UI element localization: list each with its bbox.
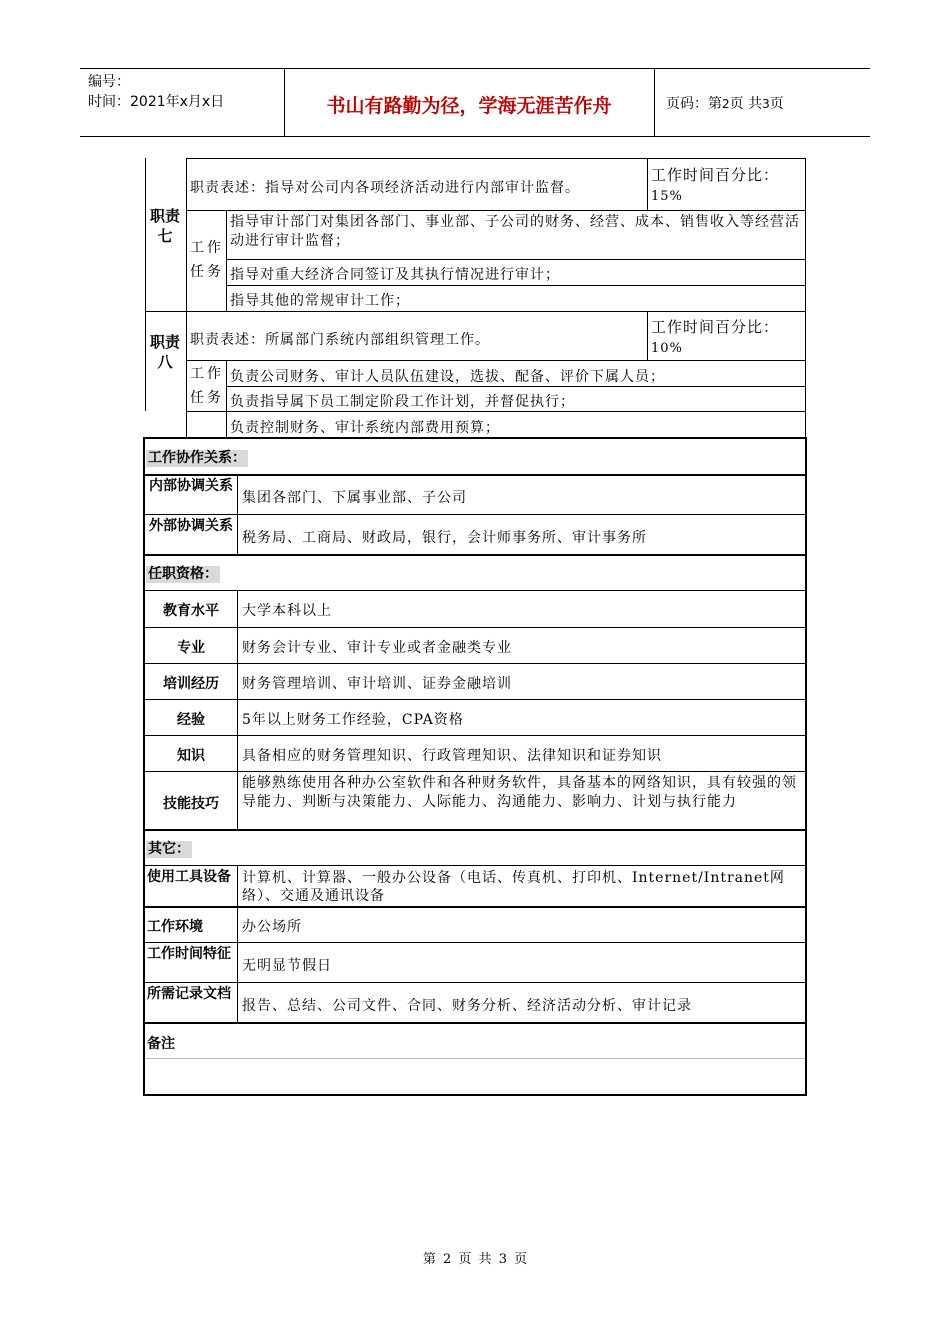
table-border	[805, 158, 806, 437]
duty7-time-pct-label: 工作时间百分比：	[651, 166, 780, 184]
qual-education-label: 教育水平	[163, 603, 219, 619]
table-border	[226, 386, 806, 387]
duty8-statement: 职责表述：所属部门系统内部组织管理工作。	[190, 332, 490, 348]
document-time-label: 时间：2021年x月x日	[88, 94, 225, 110]
table-border	[647, 158, 648, 210]
table-border	[143, 982, 807, 983]
table-border	[186, 158, 187, 437]
collab-external-label: 外部协调关系	[149, 518, 233, 534]
other-documents-label: 所需记录文档	[147, 986, 231, 1002]
other-tools-label: 使用工具设备	[147, 869, 231, 885]
other-worktime-label: 工作时间特征	[147, 946, 231, 962]
qual-major-label: 专业	[177, 640, 205, 656]
table-border	[805, 437, 807, 1096]
table-border	[143, 514, 807, 515]
table-border	[186, 360, 806, 361]
other-section-title: 其它：	[148, 841, 190, 857]
duty7-label: 职责七	[149, 207, 180, 245]
qual-skills-label: 技能技巧	[163, 796, 219, 812]
duty8-task-2: 负责指导属下员工制定阶段工作计划，并督促执行；	[230, 394, 575, 410]
table-border	[143, 699, 807, 700]
header-motto: 书山有路勤为径，学海无涯苦作舟	[326, 95, 612, 117]
qual-experience-label: 经验	[177, 712, 205, 728]
table-border	[143, 906, 807, 908]
table-border	[143, 829, 807, 831]
table-border	[143, 771, 807, 772]
duty8-time-pct-value: 10%	[651, 341, 683, 356]
qual-knowledge-label: 知识	[177, 748, 205, 764]
duty8-label: 职责八	[149, 333, 180, 371]
collab-internal-value: 集团各部门、下属事业部、子公司	[242, 490, 467, 506]
duty7-tasks-label: 工作任务	[190, 240, 224, 280]
table-border	[143, 590, 807, 591]
header-meta	[88, 72, 224, 112]
remarks-title: 备注	[147, 1036, 175, 1052]
other-worktime-value: 无明显节假日	[242, 958, 332, 974]
other-tools-value: 计算机、计算器、一般办公设备（电话、传真机、打印机、Internet/Intranet网络）、交通及通讯设备	[242, 870, 785, 904]
other-environment-label: 工作环境	[147, 919, 203, 935]
table-border	[143, 437, 807, 439]
table-border	[145, 1058, 805, 1059]
duty7-statement: 职责表述：指导对公司内各项经济活动进行内部审计监督。	[190, 180, 580, 196]
table-border	[145, 311, 806, 312]
table-border	[226, 360, 227, 437]
qual-skills-value: 能够熟练使用各种办公室软件和各种财务软件，具备基本的网络知识，具有较强的领导能力、判断与决策能力、人际能力、沟通能力、影响力、计划与执行能力	[242, 775, 797, 810]
table-border	[143, 663, 807, 664]
table-border	[145, 158, 146, 411]
other-environment-value: 办公场所	[242, 919, 302, 935]
table-border	[143, 942, 807, 943]
table-border	[143, 1022, 807, 1024]
table-border	[647, 311, 648, 360]
table-border	[226, 210, 227, 311]
table-border	[237, 866, 238, 1023]
header-divider	[654, 69, 655, 136]
collab-external-value: 税务局、工商局、财政局，银行，会计师事务所、审计事务所	[242, 530, 647, 546]
qual-training-label: 培训经历	[163, 676, 219, 692]
other-documents-value: 报告、总结、公司文件、合同、财务分析、经济活动分析、审计记录	[242, 998, 692, 1014]
duty7-task-3: 指导其他的常规审计工作；	[230, 293, 410, 309]
table-border	[226, 259, 806, 260]
duty7-task-2: 指导对重大经济合同签订及其执行情况进行审计；	[230, 267, 560, 283]
duty8-time-pct-label: 工作时间百分比：	[651, 318, 780, 336]
table-border	[143, 437, 145, 1096]
qual-experience-value: 5年以上财务工作经验，CPA资格	[242, 712, 464, 728]
table-border	[186, 158, 806, 159]
table-border	[143, 554, 807, 556]
page-header	[80, 68, 870, 137]
table-border	[143, 474, 807, 476]
qual-knowledge-value: 具备相应的财务管理知识、行政管理知识、法律知识和证券知识	[242, 748, 662, 764]
collab-section-title: 工作协作关系：	[148, 450, 246, 466]
qual-major-value: 财务会计专业、审计专业或者金融类专业	[242, 640, 512, 656]
duty8-task-3: 负责控制财务、审计系统内部费用预算；	[230, 420, 500, 436]
table-border	[143, 627, 807, 628]
header-page-indicator: 页码：第2页 共3页	[666, 96, 784, 112]
table-border	[143, 865, 807, 866]
duty8-tasks-label: 工作任务	[190, 366, 224, 406]
qual-education-value: 大学本科以上	[242, 603, 332, 619]
duty8-task-1: 负责公司财务、审计人员队伍建设，选拔、配备、评价下属人员；	[230, 369, 665, 385]
duty7-task-1: 指导审计部门对集团各部门、事业部、子公司的财务、经营、成本、销售收入等经营活动进行审计监督；	[230, 214, 800, 249]
document-number-label: 编号：	[88, 74, 130, 90]
collab-internal-label: 内部协调关系	[149, 478, 233, 494]
qual-training-value: 财务管理培训、审计培训、证券金融培训	[242, 676, 512, 692]
qual-section-title: 任职资格：	[148, 566, 218, 582]
table-border	[186, 411, 806, 412]
duty7-time-pct-value: 15%	[651, 189, 683, 204]
table-border	[143, 1094, 807, 1096]
table-border	[186, 210, 806, 211]
page-footer: 第 2 页 共 3 页	[422, 1252, 528, 1267]
table-border	[226, 285, 806, 286]
table-border	[143, 735, 807, 736]
